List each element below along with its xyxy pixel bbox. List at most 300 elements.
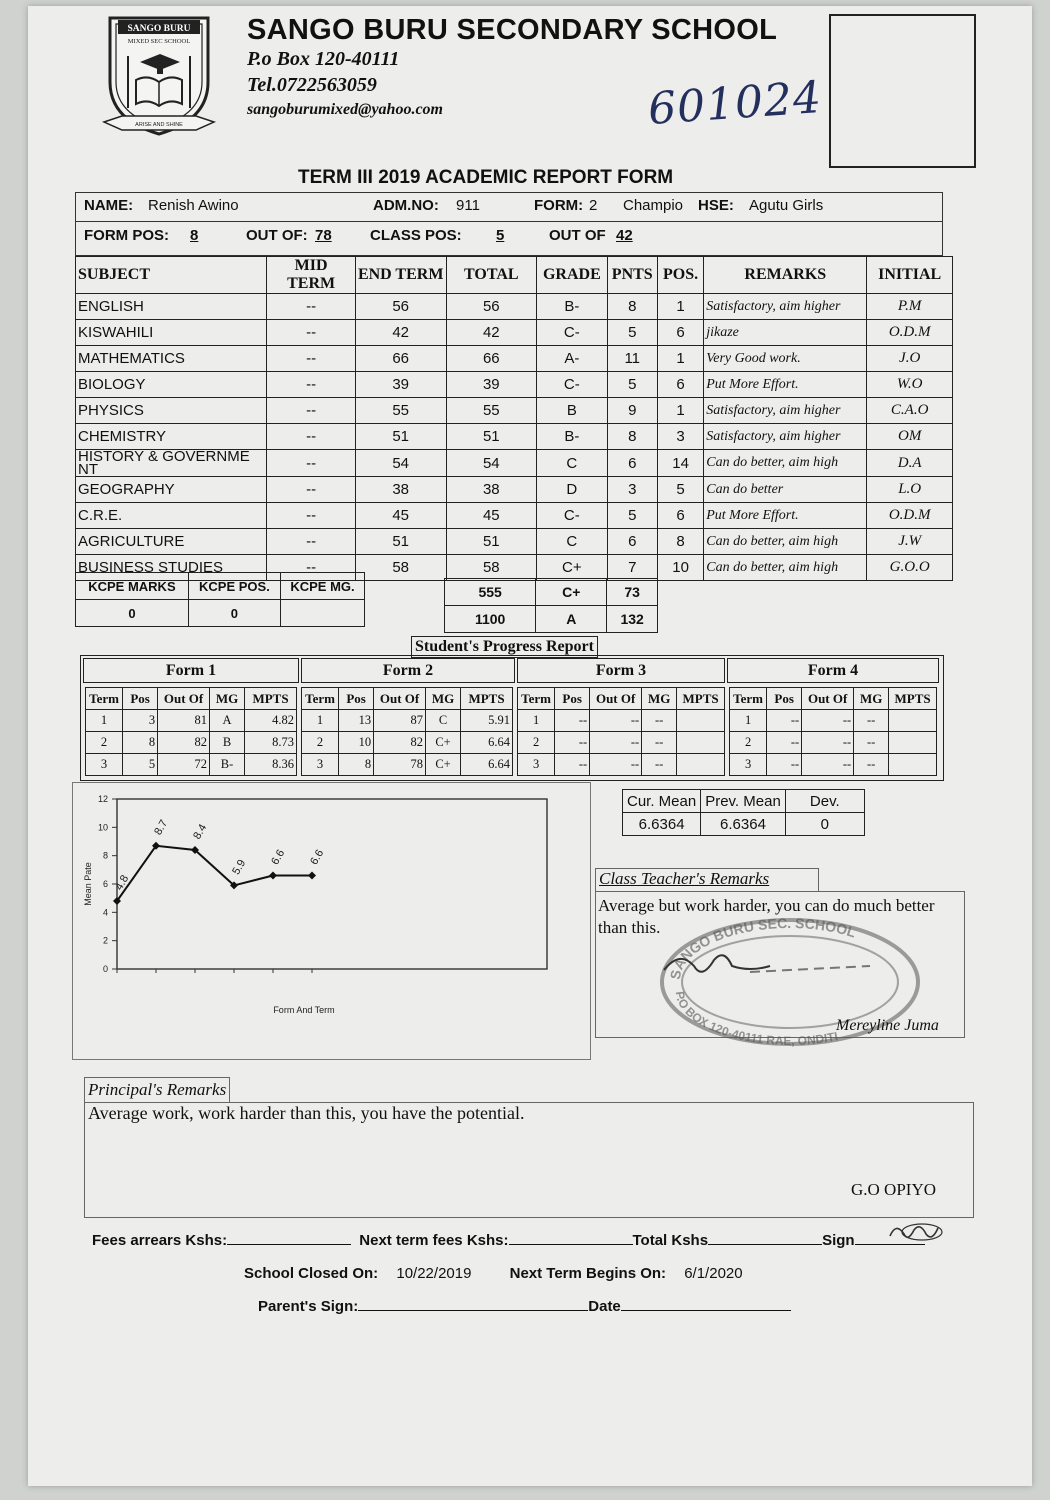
- school-telephone: Tel.0722563059: [247, 74, 377, 96]
- student-info-box: [75, 192, 943, 256]
- grade-cell: B-: [537, 424, 607, 450]
- marks-table: [75, 256, 953, 581]
- class-out-value: 42: [616, 227, 633, 244]
- marks-row: [76, 372, 953, 398]
- total-kshs-line: [708, 1230, 822, 1245]
- progress-cell: --: [642, 754, 677, 776]
- photo-box: [829, 14, 976, 168]
- remark-cell: Put More Effort.: [704, 372, 867, 398]
- progress-cell: 6.64: [461, 754, 513, 776]
- total-cell: 55: [446, 398, 537, 424]
- data-label: 4.8: [113, 873, 132, 893]
- form-value: 2: [589, 197, 598, 214]
- end-term-cell: 51: [355, 529, 446, 555]
- progress-cell: 10: [339, 732, 374, 754]
- out-of-value: 78: [315, 227, 332, 244]
- remark-cell: Can do better, aim high: [704, 450, 867, 477]
- class-teacher-label: Class Teacher's Remarks: [595, 868, 819, 891]
- school-closed-label: School Closed On:: [244, 1265, 379, 1282]
- progress-cell: [889, 732, 937, 754]
- prev-mean-header: Prev. Mean: [701, 790, 786, 813]
- mean-table: [622, 789, 865, 836]
- next-term-date: 6/1/2020: [684, 1265, 743, 1282]
- school-closed-date: 10/22/2019: [396, 1265, 472, 1282]
- marks-row: [76, 450, 953, 477]
- remark-cell: Very Good work.: [704, 346, 867, 372]
- points-cell: 11: [607, 346, 657, 372]
- progress-cell: 81: [158, 710, 210, 732]
- progress-col-header: Out Of: [802, 688, 854, 710]
- chart-svg: [73, 783, 590, 1059]
- progress-cell: 2: [86, 732, 123, 754]
- progress-cell: 6.64: [461, 732, 513, 754]
- progress-cell: 3: [123, 710, 158, 732]
- points-cell: 3: [607, 477, 657, 503]
- initial-cell: C.A.O: [867, 398, 953, 424]
- cur-mean-header: Cur. Mean: [623, 790, 701, 813]
- remark-cell: Put More Effort.: [704, 503, 867, 529]
- grade-cell: B-: [537, 294, 607, 320]
- grade-cell: C+: [537, 555, 607, 581]
- progress-report: [80, 655, 944, 781]
- total-cell: 66: [446, 346, 537, 372]
- form-1-heading: Form 1: [83, 658, 299, 683]
- data-label: 5.9: [230, 857, 249, 877]
- progress-col-header: MPTS: [245, 688, 297, 710]
- marks-header-row: [76, 257, 953, 294]
- col-remarks: REMARKS: [704, 257, 867, 294]
- progress-cell: 78: [374, 754, 426, 776]
- points-cell: 5: [607, 503, 657, 529]
- progress-cell: 1: [730, 710, 767, 732]
- progress-cell: --: [854, 710, 889, 732]
- progress-cell: [677, 710, 725, 732]
- mid-term-cell: --: [267, 346, 356, 372]
- stamp-bottom-text: P.O BOX 120-40111 RAE, ONDITI: [672, 990, 840, 1048]
- progress-header-row: [730, 688, 937, 710]
- progress-cell: 2: [302, 732, 339, 754]
- points-cell: 6: [607, 529, 657, 555]
- progress-cell: --: [802, 754, 854, 776]
- grade-cell: C-: [537, 372, 607, 398]
- mid-term-cell: --: [267, 529, 356, 555]
- progress-col-header: Pos: [555, 688, 590, 710]
- kcpe-marks-header: KCPE MARKS: [76, 573, 189, 600]
- end-term-cell: 51: [355, 424, 446, 450]
- points-cell: 7: [607, 555, 657, 581]
- progress-col-header: Pos: [339, 688, 374, 710]
- initial-cell: OM: [867, 424, 953, 450]
- end-term-cell: 45: [355, 503, 446, 529]
- form-3-table: [517, 687, 725, 776]
- stamp-top-text: SANGO BURU SEC. SCHOOL: [666, 914, 858, 981]
- max-marks: 1100: [445, 606, 536, 633]
- initial-cell: O.D.M: [867, 503, 953, 529]
- y-axis-label: Mean Pate: [83, 862, 93, 906]
- form-label: FORM:: [534, 197, 584, 214]
- marks-row: [76, 398, 953, 424]
- subject-cell: BIOLOGY: [76, 372, 267, 398]
- grade-cell: C-: [537, 503, 607, 529]
- stream-value: Champio: [623, 197, 684, 214]
- mid-term-cell: --: [267, 424, 356, 450]
- progress-cell: --: [590, 754, 642, 776]
- progress-cell: 5.91: [461, 710, 513, 732]
- progress-col-header: MG: [854, 688, 889, 710]
- points-cell: 5: [607, 320, 657, 346]
- progress-cell: --: [555, 754, 590, 776]
- deviation-header: Dev.: [785, 790, 864, 813]
- position-cell: 3: [657, 424, 703, 450]
- initial-cell: L.O: [867, 477, 953, 503]
- crest-subtitle: MIXED SEC SCHOOL: [127, 38, 191, 45]
- total-marks: 555: [445, 579, 536, 606]
- mid-term-cell: --: [267, 294, 356, 320]
- total-grade: C+: [536, 579, 607, 606]
- position-cell: 8: [657, 529, 703, 555]
- fees-arrears-line: [227, 1230, 351, 1245]
- progress-cell: [677, 732, 725, 754]
- grade-cell: C-: [537, 320, 607, 346]
- subject-cell: MATHEMATICS: [76, 346, 267, 372]
- progress-cell: --: [854, 754, 889, 776]
- marks-row: [76, 529, 953, 555]
- kcpe-mg-value: [280, 600, 364, 627]
- progress-cell: --: [854, 732, 889, 754]
- mid-term-cell: --: [267, 372, 356, 398]
- marks-row: [76, 503, 953, 529]
- position-cell: 6: [657, 372, 703, 398]
- initial-cell: J.W: [867, 529, 953, 555]
- hse-value: Agutu Girls: [749, 197, 824, 214]
- progress-cell: 2: [730, 732, 767, 754]
- progress-row: [730, 710, 937, 732]
- progress-col-header: MPTS: [677, 688, 725, 710]
- progress-cell: 4.82: [245, 710, 297, 732]
- principal-remark: Average work, work harder than this, you have the potential.: [88, 1103, 525, 1123]
- progress-cell: B-: [210, 754, 245, 776]
- school-email: sangoburumixed@yahoo.com: [247, 101, 443, 118]
- progress-cell: 3: [302, 754, 339, 776]
- subject-cell: BUSINESS STUDIES: [76, 555, 267, 581]
- school-crest-icon: [100, 12, 218, 142]
- progress-col-header: Term: [518, 688, 555, 710]
- initial-cell: D.A: [867, 450, 953, 477]
- mid-term-cell: --: [267, 320, 356, 346]
- kcpe-table: [75, 572, 365, 627]
- points-cell: 9: [607, 398, 657, 424]
- progress-col-header: Out Of: [590, 688, 642, 710]
- name-label: NAME:: [84, 197, 134, 214]
- progress-header-row: [86, 688, 297, 710]
- data-label: 8.4: [191, 822, 210, 842]
- progress-cell: C+: [426, 754, 461, 776]
- data-label: 6.6: [269, 847, 288, 867]
- data-point: [308, 872, 316, 880]
- initial-cell: P.M: [867, 294, 953, 320]
- progress-col-header: Pos: [123, 688, 158, 710]
- subject-cell: PHYSICS: [76, 398, 267, 424]
- parent-sign-row: [258, 1296, 791, 1315]
- progress-col-header: Term: [730, 688, 767, 710]
- total-cell: 45: [446, 503, 537, 529]
- col-mid-term: MID TERM: [267, 257, 356, 294]
- marks-row: [76, 346, 953, 372]
- progress-cell: 72: [158, 754, 210, 776]
- progress-cell: C: [426, 710, 461, 732]
- progress-cell: 13: [339, 710, 374, 732]
- progress-cell: --: [767, 732, 802, 754]
- grade-cell: A-: [537, 346, 607, 372]
- class-pos-value: 5: [496, 227, 505, 244]
- max-grade: A: [536, 606, 607, 633]
- y-tick-label: 4: [102, 907, 108, 918]
- end-term-cell: 39: [355, 372, 446, 398]
- grade-cell: C: [537, 450, 607, 477]
- progress-row: [730, 732, 937, 754]
- progress-cell: 8: [339, 754, 374, 776]
- total-points: 73: [607, 579, 658, 606]
- progress-col-header: Pos: [767, 688, 802, 710]
- principal-name: G.O OPIYO: [851, 1180, 936, 1199]
- kcpe-marks-value: 0: [76, 600, 189, 627]
- y-tick-label: 10: [97, 822, 108, 833]
- remark-cell: Satisfactory, aim higher: [704, 294, 867, 320]
- progress-col-header: MG: [426, 688, 461, 710]
- initial-cell: G.O.O: [867, 555, 953, 581]
- progress-col-header: Term: [86, 688, 123, 710]
- progress-cell: --: [802, 732, 854, 754]
- progress-cell: A: [210, 710, 245, 732]
- marks-row: [76, 294, 953, 320]
- marks-row: [76, 477, 953, 503]
- progress-cell: 8: [123, 732, 158, 754]
- class-teacher-remark: Average but work harder, you can do much better than this.: [598, 896, 935, 937]
- progress-cell: 8.36: [245, 754, 297, 776]
- marks-row: [76, 320, 953, 346]
- position-cell: 6: [657, 320, 703, 346]
- form-1-table: [85, 687, 297, 776]
- progress-cell: --: [555, 710, 590, 732]
- grade-cell: B: [537, 398, 607, 424]
- subject-cell: HISTORY & GOVERNME NT: [76, 450, 267, 477]
- progress-cell: --: [767, 710, 802, 732]
- progress-cell: 1: [518, 710, 555, 732]
- col-total: TOTAL: [446, 257, 537, 294]
- end-term-cell: 54: [355, 450, 446, 477]
- principal-label: Principal's Remarks: [84, 1077, 230, 1102]
- class-out-label: OUT OF: [549, 227, 606, 244]
- progress-cell: 3: [730, 754, 767, 776]
- adm-label: ADM.NO:: [373, 197, 439, 214]
- subject-cell: C.R.E.: [76, 503, 267, 529]
- mid-term-cell: --: [267, 450, 356, 477]
- progress-cell: 82: [158, 732, 210, 754]
- progress-cell: 5: [123, 754, 158, 776]
- progress-cell: 1: [86, 710, 123, 732]
- points-cell: 5: [607, 372, 657, 398]
- y-tick-label: 2: [102, 935, 108, 946]
- school-po-box: P.o Box 120-40111: [247, 48, 400, 70]
- progress-col-header: MPTS: [889, 688, 937, 710]
- form-2-table: [301, 687, 513, 776]
- out-of-label: OUT OF:: [246, 227, 308, 244]
- remark-cell: Can do better: [704, 477, 867, 503]
- progress-cell: --: [767, 754, 802, 776]
- total-cell: 42: [446, 320, 537, 346]
- data-label: 8.7: [152, 818, 171, 838]
- y-tick-label: 0: [102, 964, 108, 974]
- total-cell: 54: [446, 450, 537, 477]
- progress-header-row: [302, 688, 513, 710]
- form-pos-label: FORM POS:: [84, 227, 169, 244]
- points-cell: 8: [607, 424, 657, 450]
- subject-cell: CHEMISTRY: [76, 424, 267, 450]
- total-cell: 56: [446, 294, 537, 320]
- position-cell: 1: [657, 294, 703, 320]
- remark-cell: Satisfactory, aim higher: [704, 398, 867, 424]
- progress-cell: C+: [426, 732, 461, 754]
- position-cell: 1: [657, 346, 703, 372]
- col-end-term: END TERM: [355, 257, 446, 294]
- date-label: Date: [588, 1298, 621, 1315]
- progress-row: [730, 754, 937, 776]
- col-position: POS.: [657, 257, 703, 294]
- progress-row: [86, 710, 297, 732]
- handwritten-number: 601024: [646, 71, 824, 136]
- remark-cell: Can do better, aim high: [704, 529, 867, 555]
- marks-row: [76, 424, 953, 450]
- progress-cell: 87: [374, 710, 426, 732]
- progress-row: [518, 732, 725, 754]
- student-info-row-2: [76, 223, 942, 251]
- end-term-cell: 56: [355, 294, 446, 320]
- progress-cell: --: [802, 710, 854, 732]
- cur-mean-value: 6.6364: [623, 813, 701, 836]
- x-axis-label: Form And Term: [273, 1005, 335, 1015]
- position-cell: 10: [657, 555, 703, 581]
- progress-cell: 2: [518, 732, 555, 754]
- progress-cell: 82: [374, 732, 426, 754]
- initial-cell: J.O: [867, 346, 953, 372]
- progress-cell: B: [210, 732, 245, 754]
- student-info-row-1: [76, 193, 942, 222]
- progress-row: [518, 710, 725, 732]
- parent-sign-label: Parent's Sign:: [258, 1298, 359, 1315]
- progress-cell: --: [555, 732, 590, 754]
- progress-row: [518, 754, 725, 776]
- form-pos-value: 8: [190, 227, 199, 244]
- position-cell: 5: [657, 477, 703, 503]
- total-cell: 58: [446, 555, 537, 581]
- progress-row: [302, 710, 513, 732]
- y-tick-label: 6: [102, 879, 108, 889]
- progress-row: [302, 732, 513, 754]
- mid-term-cell: --: [267, 555, 356, 581]
- y-tick-label: 8: [102, 850, 108, 861]
- date-line: [621, 1296, 791, 1311]
- form-3-heading: Form 3: [517, 658, 725, 683]
- points-cell: 6: [607, 450, 657, 477]
- initial-cell: O.D.M: [867, 320, 953, 346]
- totals-table: [444, 578, 658, 633]
- class-teacher-name: Mereyline Juma: [836, 1017, 939, 1034]
- subject-cell: GEOGRAPHY: [76, 477, 267, 503]
- progress-cell: 1: [302, 710, 339, 732]
- progress-cell: 3: [86, 754, 123, 776]
- end-term-cell: 42: [355, 320, 446, 346]
- progress-cell: [889, 710, 937, 732]
- end-term-cell: 55: [355, 398, 446, 424]
- subject-cell: AGRICULTURE: [76, 529, 267, 555]
- position-cell: 1: [657, 398, 703, 424]
- fees-row: [92, 1230, 925, 1249]
- school-name: SANGO BURU SECONDARY SCHOOL: [247, 14, 778, 46]
- total-cell: 51: [446, 424, 537, 450]
- total-cell: 51: [446, 529, 537, 555]
- progress-cell: 8.73: [245, 732, 297, 754]
- signature-scribble-icon: [886, 1220, 946, 1246]
- student-name: Renish Awino: [148, 197, 239, 214]
- crest-title: SANGO BURU: [127, 24, 191, 34]
- deviation-value: 0: [785, 813, 864, 836]
- remark-cell: jikaze: [704, 320, 867, 346]
- total-kshs-label: Total Kshs: [632, 1232, 709, 1249]
- col-grade: GRADE: [537, 257, 607, 294]
- next-term-fees-line: [509, 1230, 633, 1245]
- points-cell: 8: [607, 294, 657, 320]
- progress-col-header: MG: [642, 688, 677, 710]
- progress-col-header: MPTS: [461, 688, 513, 710]
- grade-cell: D: [537, 477, 607, 503]
- grade-cell: C: [537, 529, 607, 555]
- progress-cell: [889, 754, 937, 776]
- col-subject: SUBJECT: [76, 257, 267, 294]
- progress-cell: [677, 754, 725, 776]
- data-point: [269, 872, 277, 880]
- position-cell: 14: [657, 450, 703, 477]
- total-cell: 38: [446, 477, 537, 503]
- data-label: 6.6: [308, 847, 327, 867]
- max-points: 132: [607, 606, 658, 633]
- sign-label: Sign: [822, 1232, 855, 1249]
- initial-cell: W.O: [867, 372, 953, 398]
- progress-col-header: Out Of: [158, 688, 210, 710]
- next-term-label: Next Term Begins On:: [509, 1265, 667, 1282]
- progress-cell: 3: [518, 754, 555, 776]
- end-term-cell: 58: [355, 555, 446, 581]
- report-title: TERM III 2019 ACADEMIC REPORT FORM: [298, 167, 674, 188]
- progress-row: [302, 754, 513, 776]
- subject-cell: ENGLISH: [76, 294, 267, 320]
- progress-cell: --: [590, 710, 642, 732]
- subject-cell: KISWAHILI: [76, 320, 267, 346]
- hse-label: HSE:: [698, 197, 734, 214]
- end-term-cell: 38: [355, 477, 446, 503]
- progress-cell: --: [642, 732, 677, 754]
- mid-term-cell: --: [267, 398, 356, 424]
- progress-row: [86, 754, 297, 776]
- kcpe-pos-header: KCPE POS.: [188, 573, 280, 600]
- next-term-fees-label: Next term fees Kshs:: [359, 1232, 509, 1249]
- progress-header-row: [518, 688, 725, 710]
- parent-sign-line: [358, 1296, 588, 1311]
- form-4-heading: Form 4: [727, 658, 939, 683]
- progress-col-header: Out Of: [374, 688, 426, 710]
- progress-col-header: Term: [302, 688, 339, 710]
- form-4-table: [729, 687, 937, 776]
- progress-row: [86, 732, 297, 754]
